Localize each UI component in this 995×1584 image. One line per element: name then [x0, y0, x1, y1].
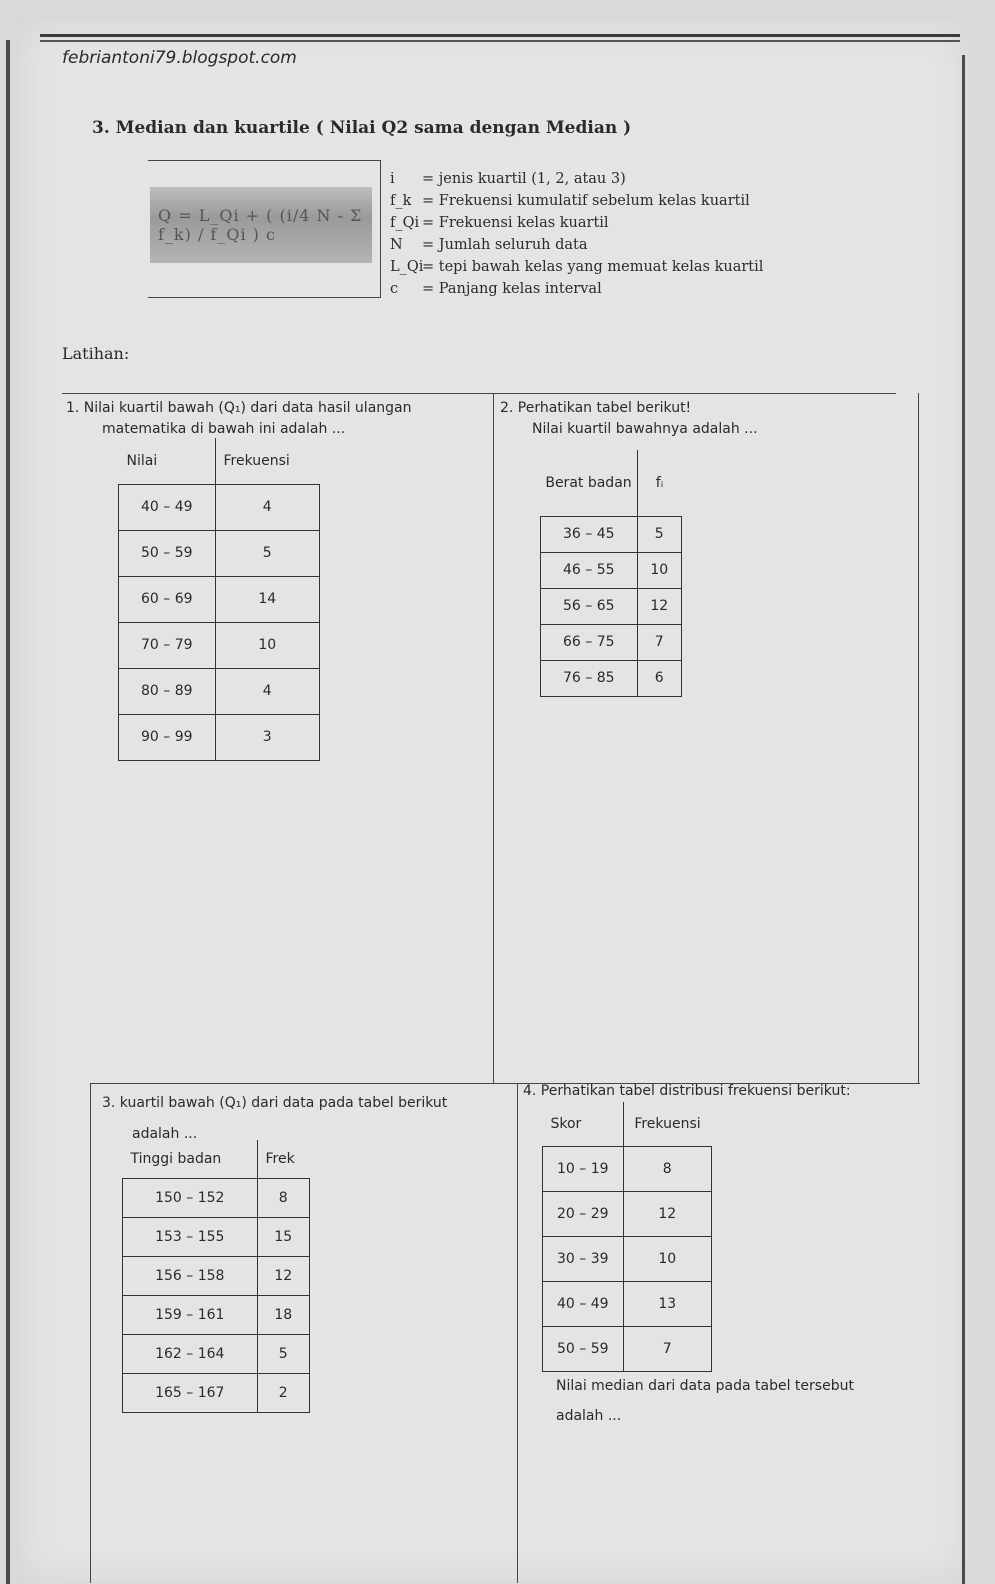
quartile-formula: Q = L_Qi + ( (i/4 N - Σ f_k) / f_Qi ) c	[150, 187, 372, 263]
table-cell: 80 – 89	[119, 668, 216, 714]
table-row	[119, 668, 320, 714]
exercise-heading: Latihan:	[62, 344, 130, 363]
page-edge-left	[6, 40, 10, 1584]
table-row	[119, 714, 320, 760]
table-cell: 30 – 39	[543, 1236, 624, 1281]
table-cell: 76 – 85	[541, 660, 638, 696]
grid-divider-upper	[493, 393, 494, 1083]
table-row	[541, 624, 682, 660]
q1-header-frekuensi: Frekuensi	[215, 438, 320, 484]
table-cell: 7	[637, 624, 682, 660]
q4-text-end: adalah ...	[556, 1408, 622, 1424]
table-cell: 10	[215, 622, 320, 668]
grid-left-rule-lower	[90, 1083, 91, 1583]
table-cell: 12	[623, 1191, 712, 1236]
table-cell: 14	[215, 576, 320, 622]
table-cell: 162 – 164	[123, 1334, 258, 1373]
section-heading: 3. Median dan kuartile ( Nilai Q2 sama dengan Median )	[92, 118, 632, 138]
q1-header-nilai: Nilai	[119, 438, 216, 484]
table-cell: 20 – 29	[543, 1191, 624, 1236]
q1-text-cont: matematika di bawah ini adalah ...	[102, 421, 346, 437]
table-cell: 10	[637, 552, 682, 588]
table-cell: 50 – 59	[119, 530, 216, 576]
q2-text: 2. Perhatikan tabel berikut!	[500, 400, 692, 416]
q1-text: 1. Nilai kuartil bawah (Q₁) dari data hasil ulangan	[66, 400, 412, 416]
q2-header-berat: Berat badan	[541, 450, 638, 516]
q2-header-f: fᵢ	[637, 450, 682, 516]
table-row	[123, 1373, 310, 1412]
q4-table	[542, 1102, 712, 1372]
table-row	[543, 1236, 712, 1281]
top-rule-2	[40, 40, 960, 42]
top-rule	[40, 34, 960, 37]
q4-text-cont: Nilai median dari data pada tabel tersebut	[556, 1378, 854, 1394]
q4-header-frekuensi: Frekuensi	[623, 1102, 712, 1146]
table-cell: 10	[623, 1236, 712, 1281]
table-cell: 5	[637, 516, 682, 552]
table-cell: 60 – 69	[119, 576, 216, 622]
table-cell: 12	[637, 588, 682, 624]
grid-top-rule	[62, 393, 896, 394]
table-cell: 46 – 55	[541, 552, 638, 588]
table-cell: 4	[215, 484, 320, 530]
q2-table	[540, 450, 682, 697]
table-row	[123, 1256, 310, 1295]
table-row	[119, 576, 320, 622]
table-cell: 156 – 158	[123, 1256, 258, 1295]
table-cell: 50 – 59	[543, 1326, 624, 1371]
table-cell: 18	[257, 1295, 310, 1334]
table-row	[543, 1281, 712, 1326]
legend-row: f_k = Frekuensi kumulatif sebelum kelas kuartil	[390, 193, 750, 209]
table-cell: 3	[215, 714, 320, 760]
table-row	[541, 552, 682, 588]
table-cell: 36 – 45	[541, 516, 638, 552]
table-row	[119, 484, 320, 530]
table-row	[541, 588, 682, 624]
table-cell: 40 – 49	[543, 1281, 624, 1326]
table-cell: 7	[623, 1326, 712, 1371]
table-cell: 4	[215, 668, 320, 714]
table-row	[123, 1295, 310, 1334]
grid-divider-lower	[517, 1083, 518, 1583]
table-row	[543, 1326, 712, 1371]
table-cell: 12	[257, 1256, 310, 1295]
legend-row: i = jenis kuartil (1, 2, atau 3)	[390, 171, 626, 187]
table-cell: 70 – 79	[119, 622, 216, 668]
q3-text: 3. kuartil bawah (Q₁) dari data pada tabel berikut	[102, 1095, 448, 1111]
table-row	[541, 660, 682, 696]
table-cell: 56 – 65	[541, 588, 638, 624]
q3-text-cont: adalah ...	[132, 1126, 198, 1142]
q1-table	[118, 438, 320, 761]
table-cell: 153 – 155	[123, 1217, 258, 1256]
table-cell: 5	[215, 530, 320, 576]
table-cell: 2	[257, 1373, 310, 1412]
page-edge-right	[962, 55, 965, 1584]
q2-text-cont: Nilai kuartil bawahnya adalah ...	[532, 421, 758, 437]
table-cell: 13	[623, 1281, 712, 1326]
table-cell: 150 – 152	[123, 1178, 258, 1217]
table-row	[123, 1178, 310, 1217]
table-row	[543, 1191, 712, 1236]
watermark-url: febriantoni79.blogspot.com	[62, 48, 297, 68]
q4-text: 4. Perhatikan tabel distribusi frekuensi berikut:	[523, 1083, 851, 1099]
legend-row: N = Jumlah seluruh data	[390, 237, 588, 253]
legend-row: c = Panjang kelas interval	[390, 281, 602, 297]
table-cell: 8	[623, 1146, 712, 1191]
table-cell: 8	[257, 1178, 310, 1217]
grid-right-rule	[918, 393, 919, 1083]
table-row	[543, 1146, 712, 1191]
table-cell: 5	[257, 1334, 310, 1373]
q3-header-tinggi: Tinggi badan	[123, 1140, 258, 1178]
table-cell: 40 – 49	[119, 484, 216, 530]
q3-header-frek: Frek	[257, 1140, 310, 1178]
table-row	[123, 1334, 310, 1373]
table-cell: 90 – 99	[119, 714, 216, 760]
table-row	[119, 622, 320, 668]
formula-legend	[390, 168, 763, 300]
legend-row: f_Qi = Frekuensi kelas kuartil	[390, 215, 609, 231]
table-cell: 15	[257, 1217, 310, 1256]
table-cell: 165 – 167	[123, 1373, 258, 1412]
q4-header-skor: Skor	[543, 1102, 624, 1146]
table-cell: 159 – 161	[123, 1295, 258, 1334]
table-row	[123, 1217, 310, 1256]
table-cell: 6	[637, 660, 682, 696]
q3-table	[122, 1140, 310, 1413]
table-cell: 10 – 19	[543, 1146, 624, 1191]
table-row	[541, 516, 682, 552]
legend-row: L_Qi = tepi bawah kelas yang memuat kelas kuartil	[390, 259, 764, 275]
table-cell: 66 – 75	[541, 624, 638, 660]
table-row	[119, 530, 320, 576]
